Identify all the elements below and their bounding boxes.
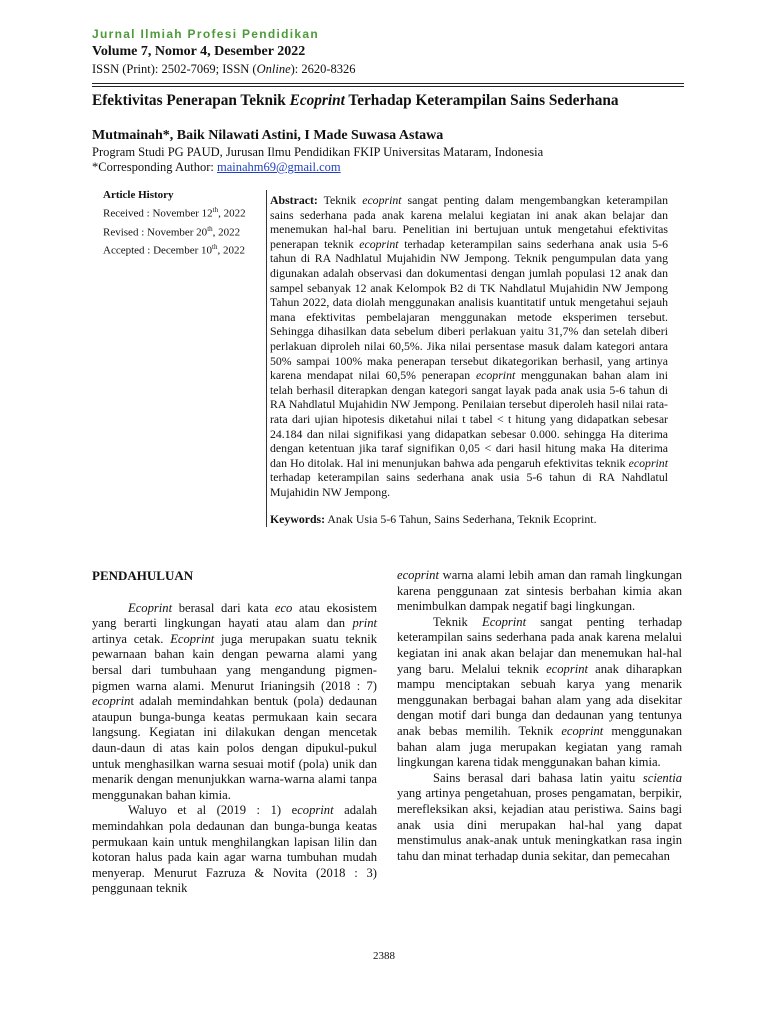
journal-name: Jurnal Ilmiah Profesi Pendidikan <box>92 27 319 41</box>
corresponding-author: *Corresponding Author: mainahm69@gmail.com <box>92 160 341 174</box>
abstract-text: Abstract: Teknik ecoprint sangat penting dalam mengembangkan keterampilan sains sederhana pada anak karena melalui kegiatan ini anak akan belajar dan menemukan hal-hal baru. Penelitian ini bertujuan untuk mengetahui efektivitas penerapan teknik ecoprint terhadap keterampilan sains sederhana anak usia 5-6 tahun di RA Nadhlatul Mujahidin NW Jempong. Teknik pengumpulan data yang digunakan adalah observasi dan dokumentasi dengan jumlah populasi 12 anak dan sampel sebanyak 12 anak Kelompok B2 di TK Nahdlatul Mujahidin NW Jempong Tahun 2022, data diolah menggunakan analisis kuantitatif untuk mengetahui sejauh mana efektivitas pembelajaran menggunakan metode eksperimen tersebut. Sehingga dihasilkan data sebelum diberi perlakuan yaitu 31,7% dan setelah diberi perlakuan diproleh nilai 60,5%. Jika nilai persentase masuk dalam kategori antara 50% sampai 100% maka penerapan tersebut dikategorikan berhasil, yang artinya karena mendapat nilai 60,5% penerapan ecoprint menggunakan bahan alam ini telah berhasil diterapkan dengan kategori sangat layak pada anak usia 5-6 tahun di RA Nahdlatul Mujahidin NW Jempong. Penilaian tersebut diperoleh hasil nilai rata-rata dari ujian hipotesis diketahui nilai t tabel < t hitung yang didapatkan sebesar 24.184 dan nilai signifikasi yang didapatkan sebesar 0.000. sehingga Ha diterima dengan ketentuan jika taraf signifikan 0,05 < dari hasil hitung maka Ha diterima dan Ho ditolak. Hal ini menunjukan bahwa ada pengaruh efektivitas teknik ecoprint terhadap keterampilan sains sederhana anak usia 5-6 tahun di RA Nahdlatul Mujahidin NW Jempong. <box>270 193 668 499</box>
body-paragraph: Sains berasal dari bahasa latin yaitu scientia yang artinya pengetahuan, proses pengamatan, berpikir, merefleksikan aksi, kejadian atau peristiwa. Sains bagi anak usia dini merupakan hal-hal yang dapat menstimulus anak-anak untuk meningkatkan rasa ingin tahu dan minat terhadap dunia sekitar, dan pemecahan <box>397 770 682 863</box>
page-number: 2388 <box>373 950 395 962</box>
keywords: Keywords: Anak Usia 5-6 Tahun, Sains Sederhana, Teknik Ecoprint. <box>270 512 597 527</box>
abstract-block <box>266 190 668 527</box>
body-column-right <box>397 568 682 864</box>
issn-info: ISSN (Print): 2502-7069; ISSN (Online): 2620-8326 <box>92 62 356 76</box>
corresponding-email-link[interactable]: mainahm69@gmail.com <box>217 160 341 174</box>
article-history <box>103 188 263 259</box>
body-paragraph: Teknik Ecoprint sangat penting terhadap keterampilan sains sederhana pada anak karena melalui kegiatan ini anak akan belajar dan menemukan hal-hal yang baru. Melalui teknik ecoprint anak diharapkan mampu menciptakan sebuah karya yang menarik menggunakan berbagai bahan alam yang ada disekitar dengan motif dari bunga dan dedaunan yang tentunya anak bebas memilih. Teknik ecoprint menggunakan bahan alam juga merupakan kegiatan yang ramah lingkungan karena tidak menggunakan bahan kimia. <box>397 614 683 770</box>
volume-info: Volume 7, Nomor 4, Desember 2022 <box>92 44 306 59</box>
affiliation: Program Studi PG PAUD, Jurusan Ilmu Pendidikan FKIP Universitas Mataram, Indonesia <box>92 145 544 159</box>
section-heading: PENDAHULUAN <box>92 568 194 583</box>
history-revised: Revised : November 20th, 2022 <box>103 224 241 239</box>
body-column-left <box>92 568 377 897</box>
authors: Mutmainah*, Baik Nilawati Astini, I Made Suwasa Astawa <box>92 128 444 143</box>
history-received: Received : November 12th, 2022 <box>103 206 246 220</box>
article-title: Efektivitas Penerapan Teknik Ecoprint Terhadap Keterampilan Sains Sederhana <box>92 92 619 109</box>
body-paragraph: Waluyo et al (2019 : 1) ecoprint adalah memindahkan pola dedaunan dan bunga-bunga keatas permukaan kain untuk menghilangkan lapisan lilin dan kotoran halus pada kain agar warna tumbuhan mudah menyerap. Menurut Fazruza & Novita (2018 : 3) penggunaan teknik <box>92 803 377 896</box>
body-paragraph: ecoprint warna alami lebih aman dan ramah lingkungan karena penggunaan zat sintesis berbahan kimia akan menimbulkan dampak negatif bagi lingkungan. <box>397 568 682 614</box>
affiliation-block <box>92 145 543 175</box>
body-paragraph: Ecoprint berasal dari kata eco atau ekosistem yang berarti lingkungan hayati atau alam dan print artinya cetak. Ecoprint juga merupakan suatu teknik pewarnaan bahan kain dengan pewarna alami yang bersal dari tumbuhaan yang mengandung pigmen-pigmen warna alami. Menurut Irianingsih (2018 : 7) ecoprint adalah memindahkan bentuk (pola) dedaunan ataupun bunga-bunga keatas permukaan kain secara langsung. Kegiatan ini dilakukan dengan mencetak daun-daun di atas kain polos dengan dipukul-pukul untuk menghasilkan warna sesuai motif (pola) unik dan menarik dengan menunjukkan warna-warna alami tanpa menggunakan bahan kimia. <box>92 600 377 802</box>
history-accepted: Accepted : December 10th, 2022 <box>103 243 245 257</box>
header-rule <box>92 86 684 87</box>
history-title: Article History <box>103 189 174 201</box>
header-rule <box>92 83 684 84</box>
